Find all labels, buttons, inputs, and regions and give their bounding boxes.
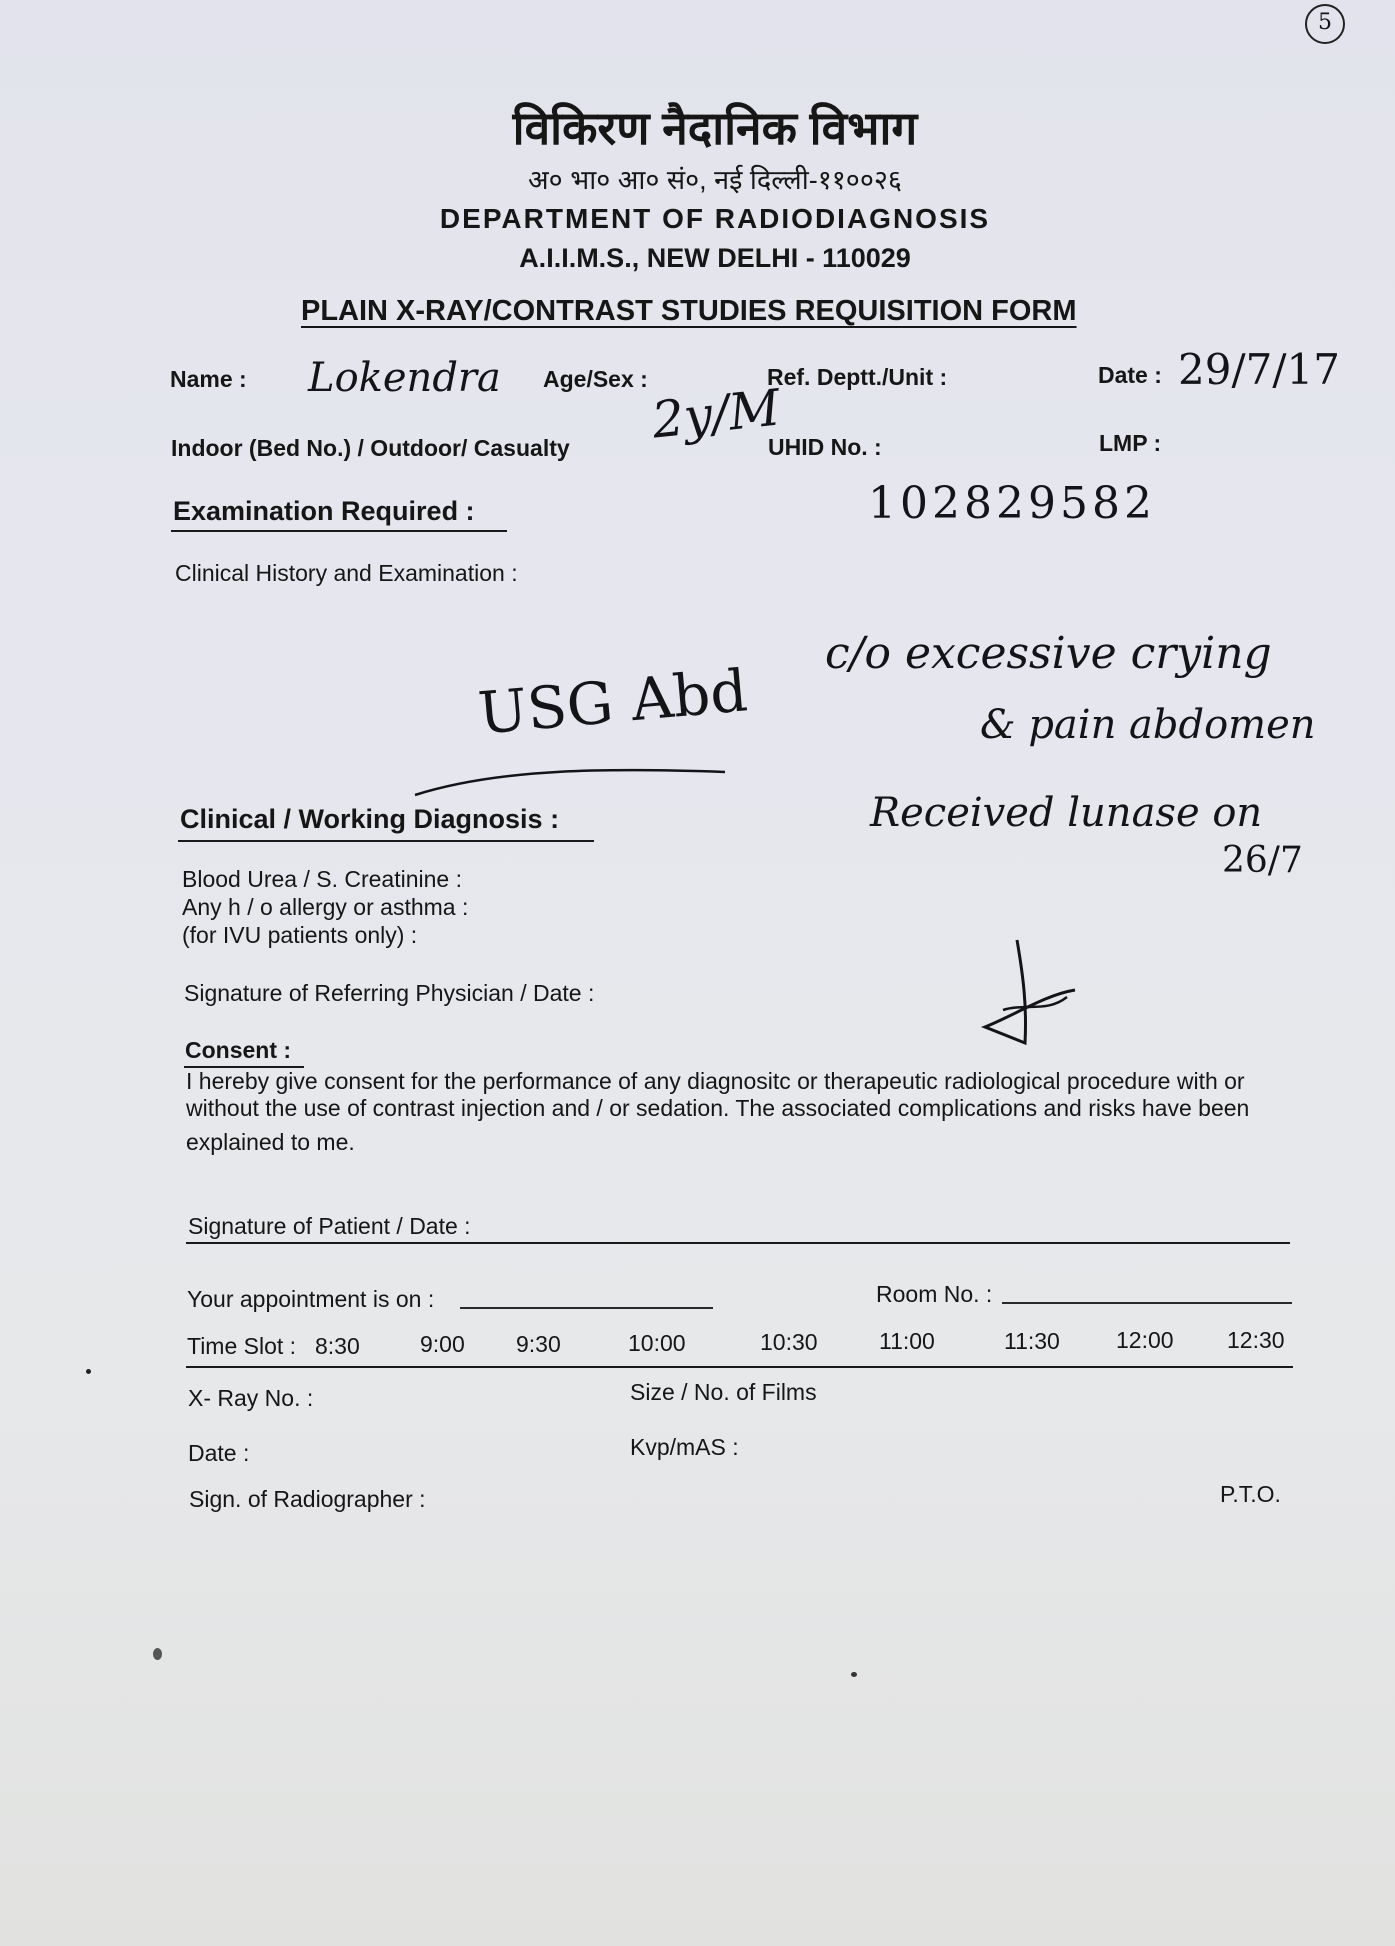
exam-value: USG Abd <box>475 656 750 748</box>
examination-required-label: Examination Required : <box>173 496 475 526</box>
ref-dept-label: Ref. Deptt./Unit : <box>767 364 948 390</box>
consent-text-line-3: explained to me. <box>186 1129 355 1155</box>
physician-signature <box>975 935 1085 1050</box>
radiology-date-label: Date : <box>188 1440 250 1466</box>
radiographer-signature-label: Sign. of Radiographer : <box>189 1486 426 1512</box>
uhid-label: UHID No. : <box>768 434 882 460</box>
patient-signature-line <box>186 1242 1290 1244</box>
indoor-outdoor-label: Indoor (Bed No.) / Outdoor/ Casualty <box>171 435 570 461</box>
examination-underline <box>171 530 507 532</box>
ivu-label: (for IVU patients only) : <box>182 922 418 948</box>
consent-text-line-1: I hereby give consent for the performance of any diagnositc or therapeutic radiological procedure with or <box>186 1068 1245 1094</box>
patient-signature-label: Signature of Patient / Date : <box>188 1213 471 1239</box>
appointment-label: Your appointment is on : <box>187 1286 435 1312</box>
time-slot-11-30: 11:30 <box>1004 1328 1060 1354</box>
ink-speck <box>86 1369 91 1374</box>
working-diagnosis-label: Clinical / Working Diagnosis : <box>180 804 560 834</box>
history-line-1: c/o excessive crying <box>825 628 1272 679</box>
xray-number-label: X- Ray No. : <box>188 1385 314 1411</box>
lmp-label: LMP : <box>1099 430 1162 456</box>
exam-underline-stroke <box>410 760 730 800</box>
diagnosis-underline <box>178 840 594 842</box>
time-slot-9-30: 9:30 <box>516 1331 561 1357</box>
date-value: 29/7/17 <box>1178 345 1340 394</box>
name-label: Name : <box>170 366 247 392</box>
room-number-label: Room No. : <box>876 1281 993 1307</box>
time-slot-10-30: 10:30 <box>760 1329 818 1355</box>
time-slot-12-30: 12:30 <box>1227 1327 1285 1353</box>
consent-label: Consent : <box>185 1037 292 1063</box>
department-name: DEPARTMENT OF RADIODIAGNOSIS <box>439 203 991 234</box>
uhid-value: 102829582 <box>868 478 1156 529</box>
referring-physician-signature-label: Signature of Referring Physician / Date : <box>184 980 595 1006</box>
blood-urea-label: Blood Urea / S. Creatinine : <box>182 866 462 892</box>
age-sex-value: 2y/M <box>649 378 783 450</box>
time-slot-10-00: 10:00 <box>628 1330 686 1356</box>
appointment-blank-line <box>460 1307 713 1309</box>
film-size-label: Size / No. of Films <box>630 1379 817 1405</box>
ink-speck <box>851 1672 857 1677</box>
hindi-subtitle: अ० भा० आ० सं०, नई दिल्ली-११००२६ <box>528 165 902 195</box>
age-sex-label: Age/Sex : <box>543 366 648 392</box>
time-slot-11-00: 11:00 <box>879 1328 935 1354</box>
name-value: Lokendra <box>308 355 501 401</box>
history-line-4: 26/7 <box>1222 840 1303 881</box>
form-title: PLAIN X-RAY/CONTRAST STUDIES REQUISITION FORM <box>301 295 1077 327</box>
page-number: 5 <box>1305 4 1345 44</box>
date-label: Date : <box>1098 362 1162 388</box>
allergy-label: Any h / o allergy or asthma : <box>182 894 469 920</box>
time-slot-8-30: 8:30 <box>315 1333 360 1359</box>
time-slot-9-00: 9:00 <box>420 1331 465 1357</box>
hindi-title: विकिरण नैदानिक विभाग <box>512 102 918 154</box>
time-slot-12-00: 12:00 <box>1116 1327 1174 1353</box>
history-line-3: Received lunase on <box>870 790 1263 836</box>
history-line-2: & pain abdomen <box>980 702 1316 748</box>
ink-speck <box>153 1648 162 1660</box>
clinical-history-label: Clinical History and Examination : <box>175 560 518 586</box>
pto-label: P.T.O. <box>1220 1481 1281 1507</box>
consent-text-line-2: without the use of contrast injection and / or sedation. The associated complications and risks have been <box>186 1095 1250 1121</box>
time-slot-label: Time Slot : <box>187 1333 297 1359</box>
time-slot-rule <box>186 1366 1293 1368</box>
room-number-blank-line <box>1002 1302 1292 1304</box>
kvp-mas-label: Kvp/mAS : <box>630 1434 739 1460</box>
institute-address: A.I.I.M.S., NEW DELHI - 110029 <box>519 243 911 273</box>
